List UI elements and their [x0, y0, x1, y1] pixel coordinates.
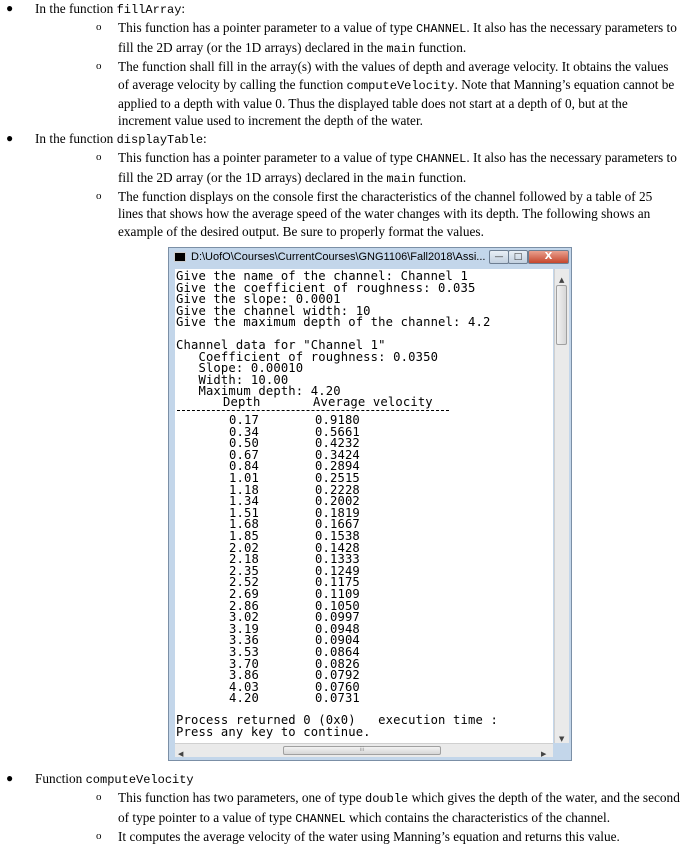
velocity-cell: 0.5661 — [315, 424, 360, 439]
velocity-cell: 0.2515 — [315, 471, 360, 485]
prompt-line: Give the slope: 0.0001 — [176, 292, 341, 307]
scroll-up-icon[interactable]: ▲ — [559, 276, 565, 284]
paragraph-text: function. — [415, 39, 467, 55]
circle-bullet-icon: o — [96, 151, 102, 164]
depth-cell: 1.01 — [229, 471, 259, 485]
column-header-depth: Depth — [223, 395, 261, 409]
circle-bullet-icon: o — [96, 830, 102, 843]
subbullet — [35, 188, 688, 240]
subbullet — [35, 19, 688, 58]
paragraph-text: This function has a pointer parameter to a value of type — [118, 20, 416, 36]
subbullet — [35, 149, 688, 188]
window-title: D:\UofO\Courses\CurrentCourses\GNG1106\Fall2018\Assi... — [191, 251, 486, 263]
scroll-left-icon[interactable]: ◀ — [178, 750, 184, 758]
depth-cell: 1.51 — [229, 505, 259, 520]
paragraph-text: . It also has the necessary parameters to fill the 2D array (or the 1D arrays) declared in the — [118, 20, 677, 55]
depth-cell: 1.68 — [229, 517, 259, 532]
depth-cell: 3.02 — [229, 610, 259, 625]
vertical-scrollbar[interactable] — [554, 269, 569, 743]
bullet-prefix: Function — [35, 771, 86, 786]
subbullet — [35, 828, 688, 845]
bullet-displaytable — [0, 130, 688, 240]
column-header-velocity: Average velocity — [313, 395, 433, 409]
channel-header: Channel data for "Channel 1" — [176, 338, 386, 352]
paragraph-text: which contains the characteristics of the channel. — [345, 809, 611, 825]
inline-code: main — [386, 41, 416, 56]
paragraph-text: which gives the depth of the water, and the second of type pointer to a value of type — [118, 790, 680, 825]
circle-bullet-icon: o — [96, 190, 102, 203]
code-computevelocity: computeVelocity — [85, 773, 194, 787]
scroll-down-icon[interactable]: ▼ — [559, 735, 565, 743]
velocity-cell: 0.1333 — [315, 552, 360, 567]
depth-cell: 4.03 — [229, 679, 259, 694]
paragraph-text: . Note that Manning’s equation cannot be applied to a depth with value 0. Thus the displayed table does not start at a depth of 0, but at the increment value used to increment the depth of the water. — [118, 76, 675, 129]
channel-info-line: Width: 10.00 — [176, 372, 289, 387]
velocity-cell: 0.0864 — [315, 645, 360, 659]
code-fillarray: fillArray — [116, 3, 182, 17]
velocity-cell: 0.2228 — [315, 482, 360, 497]
prompt-line: Give the coefficient of roughness: 0.035 — [176, 280, 476, 295]
paragraph-text: . It also has the necessary parameters to fill the 2D array (or the 1D arrays) declared in the — [118, 150, 677, 185]
depth-cell: 0.84 — [229, 459, 259, 474]
circle-bullet-icon: o — [96, 60, 102, 73]
depth-cell: 2.18 — [229, 552, 259, 567]
depth-cell: 0.17 — [229, 413, 259, 427]
maximize-button[interactable]: □ — [508, 250, 528, 264]
subbullet — [35, 58, 688, 130]
paragraph-text: The function shall fill in the array(s) with the values of depth and average velocity. It obtains the values of average velocity by calling the function — [118, 59, 669, 92]
depth-cell: 0.50 — [229, 436, 259, 451]
bullet-dot: ● — [6, 130, 14, 145]
prompt-line: Give the channel width: 10 — [176, 303, 371, 318]
bullet-prefix: In the function — [35, 1, 117, 16]
depth-cell: 1.18 — [229, 482, 259, 497]
bullet-list-top — [0, 0, 688, 240]
depth-cell: 0.67 — [229, 447, 259, 462]
depth-cell: 1.34 — [229, 494, 259, 509]
depth-cell: 2.35 — [229, 563, 259, 578]
bullet-dot: ● — [6, 1, 14, 15]
bullet-list-bottom — [0, 770, 688, 846]
paragraph-text: This function has a pointer parameter to a value of type — [118, 150, 416, 166]
depth-cell: 3.53 — [229, 645, 259, 659]
paragraph-text: It computes the average velocity of the water using Manning’s equation and returns this value. — [118, 829, 620, 845]
paragraph-text: This function has two parameters, one of type — [118, 790, 366, 806]
console-output — [175, 269, 553, 743]
paragraph-text: The function displays on the console first the characteristics of the channel followed by a table of 25 lines that shows how the average speed of the water changes with its depth. The following shows an example of the desired output. Be sure to properly format the values. — [118, 189, 653, 239]
press-line: Press any key to continue. — [176, 724, 371, 739]
velocity-cell: 0.1819 — [315, 505, 360, 520]
velocity-cell: 0.0948 — [315, 621, 360, 636]
bullet-suffix: : — [181, 1, 186, 16]
velocity-cell: 0.2894 — [315, 459, 360, 474]
depth-cell: 1.85 — [229, 529, 259, 543]
velocity-cell: 0.0792 — [315, 668, 360, 683]
depth-cell: 3.86 — [229, 668, 259, 683]
scroll-right-icon[interactable]: ▶ — [541, 750, 547, 758]
inline-code: main — [386, 171, 416, 186]
bullet-fillarray — [0, 0, 688, 130]
circle-bullet-icon: o — [96, 791, 102, 804]
depth-cell: 0.34 — [229, 424, 259, 439]
velocity-cell: 0.3424 — [315, 447, 360, 462]
inline-code: CHANNEL — [415, 22, 467, 37]
channel-info-line: Coefficient of roughness: 0.0350 — [176, 349, 439, 364]
bullet-prefix: In the function — [35, 130, 117, 146]
process-line: Process returned 0 (0x0) execution time : — [176, 713, 498, 727]
vertical-scroll-thumb[interactable] — [556, 285, 567, 345]
table-divider — [177, 410, 449, 411]
velocity-cell: 0.1175 — [315, 575, 360, 590]
velocity-cell: 0.2002 — [315, 494, 360, 509]
depth-cell: 3.36 — [229, 633, 259, 648]
console-app-icon — [174, 252, 186, 262]
velocity-cell: 0.1109 — [315, 587, 360, 601]
channel-info-line: Slope: 0.00010 — [176, 361, 304, 376]
velocity-cell: 0.0760 — [315, 679, 360, 694]
paragraph-text: function. — [415, 169, 467, 185]
inline-code: CHANNEL — [295, 811, 346, 826]
bullet-computevelocity — [0, 770, 688, 846]
depth-cell: 4.20 — [229, 691, 259, 706]
velocity-cell: 0.0997 — [315, 610, 360, 625]
velocity-cell: 0.1667 — [315, 517, 360, 532]
inline-code: CHANNEL — [415, 152, 467, 167]
inline-code: double — [365, 792, 409, 807]
code-displaytable: displayTable — [116, 132, 204, 147]
velocity-cell: 0.1050 — [315, 598, 360, 613]
depth-cell: 2.86 — [229, 598, 259, 613]
close-button[interactable]: X — [528, 250, 569, 264]
prompt-line: Give the name of the channel: Channel 1 — [176, 269, 469, 283]
circle-bullet-icon: o — [96, 21, 102, 34]
velocity-cell: 0.9180 — [315, 413, 360, 427]
bullet-dot: ● — [6, 771, 14, 785]
depth-cell: 2.52 — [229, 575, 259, 590]
velocity-cell: 0.0904 — [315, 633, 360, 648]
horizontal-scrollbar[interactable] — [175, 743, 553, 757]
prompt-line: Give the maximum depth of the channel: 4.2 — [176, 315, 491, 330]
inline-code: computeVelocity — [346, 78, 455, 93]
velocity-cell: 0.1428 — [315, 540, 360, 555]
velocity-cell: 0.4232 — [315, 436, 360, 451]
title-bar[interactable] — [169, 248, 571, 268]
depth-cell: 2.69 — [229, 587, 259, 601]
velocity-cell: 0.1249 — [315, 563, 360, 578]
velocity-cell: 0.0731 — [315, 691, 360, 706]
depth-cell: 3.70 — [229, 656, 259, 671]
bullet-suffix: : — [203, 130, 207, 146]
velocity-cell: 0.0826 — [315, 656, 360, 671]
minimize-button[interactable]: — — [489, 250, 509, 264]
velocity-cell: 0.1538 — [315, 529, 360, 543]
console-window — [168, 247, 572, 761]
depth-cell: 2.02 — [229, 540, 259, 555]
horizontal-scroll-thumb[interactable]: ⁞⁞⁞ — [283, 746, 441, 755]
channel-info-line: Maximum depth: 4.20 — [176, 384, 341, 399]
depth-cell: 3.19 — [229, 621, 259, 636]
subbullet — [35, 789, 688, 828]
